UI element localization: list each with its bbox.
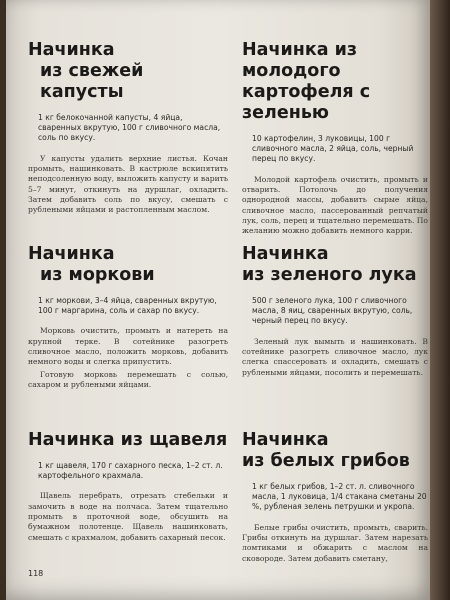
recipe-cabbage (28, 40, 228, 215)
recipe-sorrel (28, 430, 228, 543)
recipe-title (242, 244, 428, 286)
instruction-paragraph: Готовую морковь перемешать с солью, сахаром и рублеными яйцами. (28, 369, 228, 389)
recipe-instructions: У капусты удалить верхние листья. Кочан промыть, нашинковать. В кастрюле вскипятить неподсоленную воду, выложить капусту и варить 5–7 минут, откинуть на дуршлаг, охладить. Затем добавить соль по вкусу, смешать с рублеными яйцами и растопленным маслом. (28, 153, 228, 215)
recipe-title-line2: из зеленого лука (242, 265, 417, 285)
recipe-green-onion (242, 244, 428, 378)
recipe-title-line2: из белых грибов (242, 451, 410, 471)
recipe-title-line1: Начинка из щавеля (28, 430, 228, 450)
instruction-paragraph: Морковь очистить, промыть и натереть на крупной терке. В сотейнике разогреть сливочное масло, положить морковь, добавить немного воды и слегка припустить. (28, 326, 228, 367)
recipe-porcini (242, 430, 428, 564)
recipe-young-potato (242, 40, 428, 236)
recipe-title-line1: Начинка (28, 40, 115, 60)
recipe-instructions: Щавель перебрать, отрезать стебельки и замочить в воде на полчаса. Затем тщательно промыть в проточной воде, обсушить на бумажном полотенце. Щавель нашинковать, смешать с крахмалом, добавить сахарный песок. (28, 491, 228, 542)
recipe-ingredients: 1 кг щавеля, 170 г сахарного песка, 1–2 ст. л. картофельного крахмала. (38, 461, 223, 481)
recipe-title-line1: Начинка (242, 244, 329, 264)
recipe-title-line1: Начинка (242, 430, 329, 450)
recipe-title (242, 430, 428, 472)
page-number: 118 (28, 569, 44, 578)
recipe-title (28, 40, 228, 103)
recipe-title-line2: из свежей капусты (40, 61, 144, 102)
recipe-title (28, 244, 228, 286)
recipe-ingredients: 1 кг моркови, 3–4 яйца, сваренных вкрутую, 100 г маргарина, соль и сахар по вкусу. (38, 296, 217, 316)
recipe-title (28, 430, 228, 451)
recipe-instructions: Белые грибы очистить, промыть, сварить. Грибы откинуть на дуршлаг. Затем нарезать ломтиками и обжарить с маслом на сковороде. Затем добавить сметану, (242, 522, 428, 563)
recipe-title-line2: картофеля с зеленью (242, 82, 371, 123)
recipe-ingredients: 1 кг белых грибов, 1–2 ст. л. сливочного масла, 1 луковица, 1/4 стакана сметаны 20 %, рубленая зелень петрушки и укропа. (252, 482, 427, 512)
recipe-ingredients: 500 г зеленого лука, 100 г сливочного масла, 8 яиц, сваренных вкрутую, соль, черный перец по вкусу. (252, 296, 413, 326)
recipe-carrot (28, 244, 228, 392)
recipe-title-line1: Начинка (28, 244, 115, 264)
recipe-title (242, 40, 428, 124)
recipe-instructions (28, 326, 228, 390)
book-page (6, 0, 430, 600)
recipe-ingredients: 1 кг белокочанной капусты, 4 яйца, сваренных вкрутую, 100 г сливочного масла, соль по вкусу. (38, 113, 221, 143)
recipe-ingredients: 10 картофелин, 3 луковицы, 100 г сливочного масла, 2 яйца, соль, черный перец по вкусу. (252, 134, 414, 164)
recipe-title-line2: из моркови (40, 265, 155, 285)
recipe-title-line1: Начинка из молодого (242, 40, 358, 81)
book-spine (430, 0, 450, 600)
recipe-instructions: Зеленый лук вымыть и нашинковать. В сотейнике разогреть сливочное масло, лук слегка спассеровать и охладить, смешать с рублеными яйцами, посолить и перемешать. (242, 336, 428, 377)
recipe-instructions: Молодой картофель очистить, промыть и отварить. Потолочь до получения однородной массы, добавить сырые яйца, сливочное масло, пассерованный репчатый лук, соль, перец и тщательно перемешать. По желанию можно добавить немного карри. (242, 174, 428, 236)
